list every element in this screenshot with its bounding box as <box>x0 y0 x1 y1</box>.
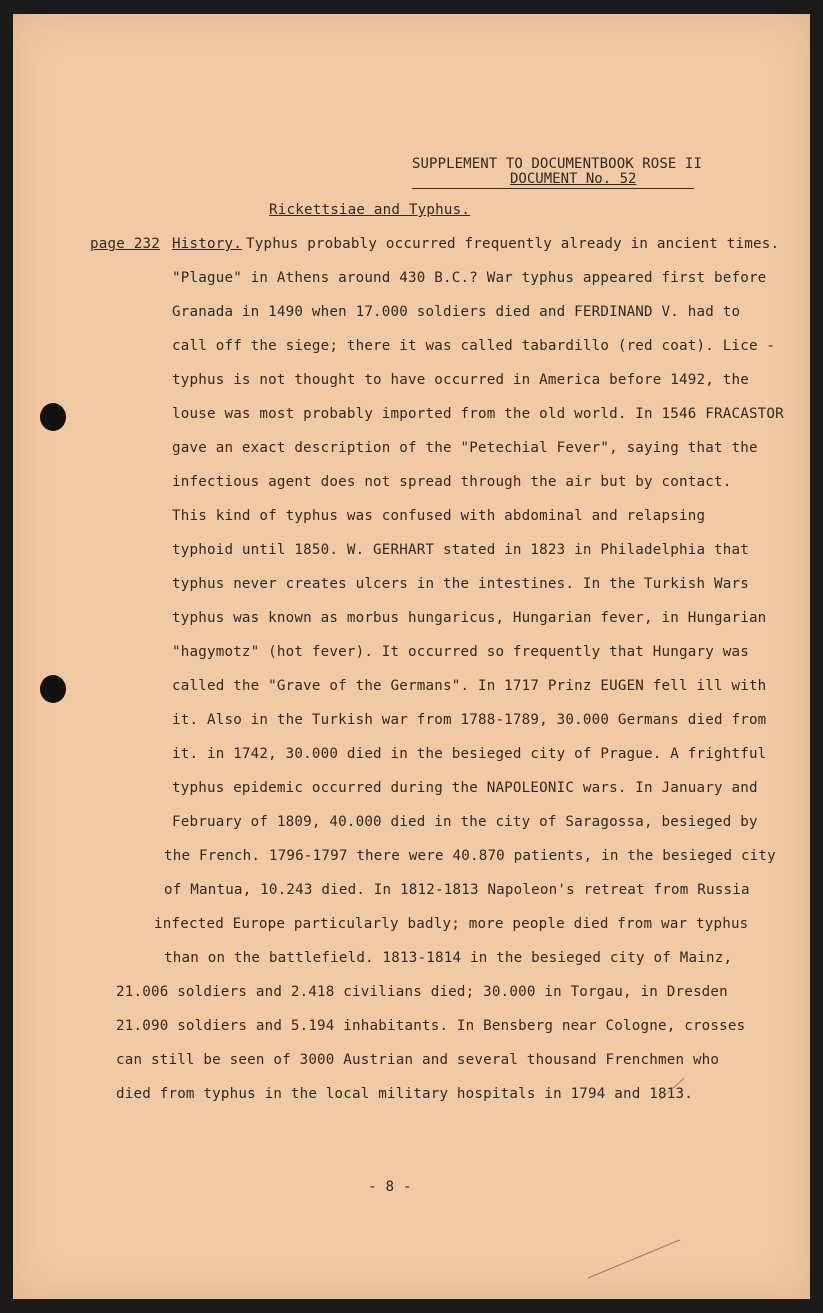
header-underline <box>412 188 694 189</box>
body-text-line: it. Also in the Turkish war from 1788-1789, 30.000 Germans died from <box>172 712 767 728</box>
header-line-1: SUPPLEMENT TO DOCUMENTBOOK ROSE II <box>412 156 702 172</box>
body-text-line: the French. 1796-1797 there were 40.870 patients, in the besieged city <box>164 848 776 864</box>
page-number: - 8 - <box>368 1179 412 1195</box>
body-text-line: typhus was known as morbus hungaricus, Hungarian fever, in Hungarian <box>172 610 767 626</box>
body-text-line: typhus never creates ulcers in the intestines. In the Turkish Wars <box>172 576 749 592</box>
body-text-line: Typhus probably occurred frequently already in ancient times. <box>246 236 780 252</box>
body-text-line: typhus is not thought to have occurred in America before 1492, the <box>172 372 749 388</box>
body-text-line: call off the siege; there it was called tabardillo (red coat). Lice - <box>172 338 776 354</box>
punch-hole-bottom <box>40 675 66 703</box>
body-text-line: infected Europe particularly badly; more people died from war typhus <box>154 916 749 932</box>
body-text-line: "Plague" in Athens around 430 B.C.? War typhus appeared first before <box>172 270 767 286</box>
body-text-line: it. in 1742, 30.000 died in the besieged city of Prague. A frightful <box>172 746 767 762</box>
margin-page-reference: page 232 <box>90 236 160 252</box>
body-text-line: of Mantua, 10.243 died. In 1812-1813 Napoleon's retreat from Russia <box>164 882 750 898</box>
body-text-line: infectious agent does not spread through the air but by contact. <box>172 474 732 490</box>
section-label: History. <box>172 236 242 252</box>
body-text-line: 21.090 soldiers and 5.194 inhabitants. In Bensberg near Cologne, crosses <box>116 1018 746 1034</box>
body-text-line: 21.006 soldiers and 2.418 civilians died; 30.000 in Torgau, in Dresden <box>116 984 728 1000</box>
body-text-line: can still be seen of 3000 Austrian and several thousand Frenchmen who <box>116 1052 720 1068</box>
body-text-line: than on the battlefield. 1813-1814 in the besieged city of Mainz, <box>164 950 733 966</box>
body-text-line: died from typhus in the local military hospitals in 1794 and 1813. <box>116 1086 693 1102</box>
body-text-line: typhus epidemic occurred during the NAPOLEONIC wars. In January and <box>172 780 758 796</box>
body-text-line: typhoid until 1850. W. GERHART stated in 1823 in Philadelphia that <box>172 542 749 558</box>
body-text-line: "hagymotz" (hot fever). It occurred so frequently that Hungary was <box>172 644 749 660</box>
body-text-line: gave an exact description of the "Petechial Fever", saying that the <box>172 440 758 456</box>
document-title: Rickettsiae and Typhus. <box>269 202 471 218</box>
body-text-line: This kind of typhus was confused with abdominal and relapsing <box>172 508 706 524</box>
body-text-line: called the "Grave of the Germans". In 1717 Prinz EUGEN fell ill with <box>172 678 767 694</box>
body-text-line: Granada in 1490 when 17.000 soldiers died and FERDINAND V. had to <box>172 304 741 320</box>
header-line-2: DOCUMENT No. 52 <box>510 171 637 187</box>
body-text-line: louse was most probably imported from the old world. In 1546 FRACASTOR <box>172 406 784 422</box>
body-text-line: February of 1809, 40.000 died in the city of Saragossa, besieged by <box>172 814 758 830</box>
punch-hole-top <box>40 403 66 431</box>
